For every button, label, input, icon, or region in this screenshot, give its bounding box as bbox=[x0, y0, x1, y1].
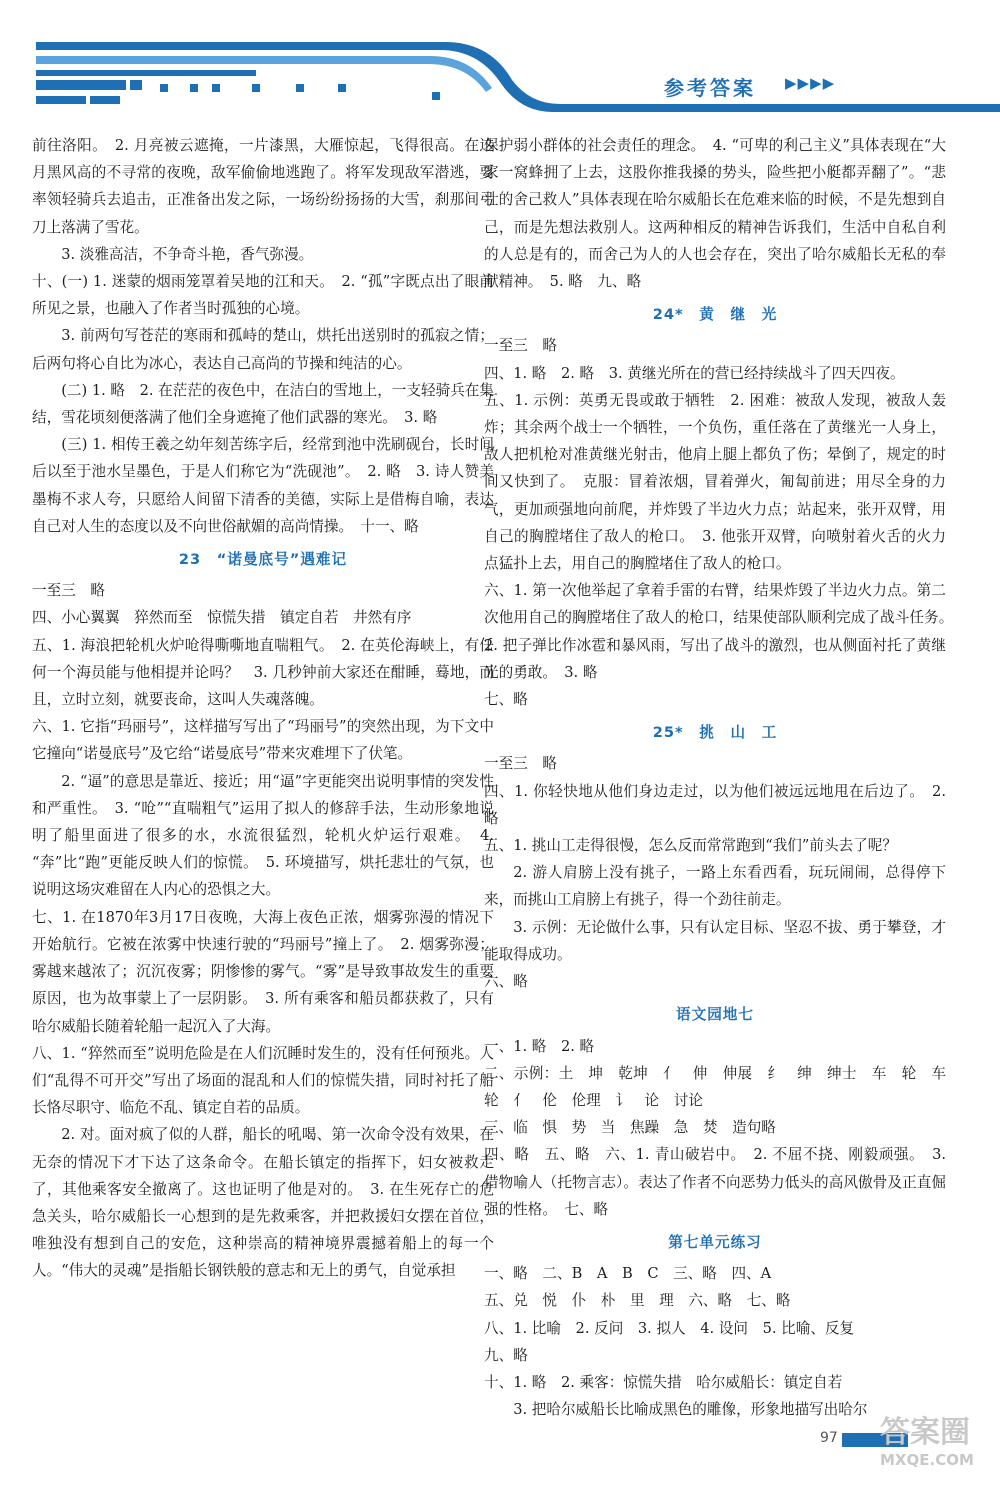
watermark-logo bbox=[880, 1415, 990, 1485]
answer-paragraph: 五、1. 挑山工走得很慢，怎么反而常常跑到“我们”前头去了呢？ bbox=[484, 837, 897, 855]
answer-paragraph: 二、示例：土 坤 乾坤 亻 伸 伸展 纟 绅 绅士 车 轮 车轮 亻 伦 伦理 讠 论 讨论 bbox=[484, 1064, 946, 1109]
answer-paragraph: 3. 淡雅高洁，不争奇斗艳，香气弥漫。 bbox=[61, 245, 314, 263]
answer-paragraph: 十、(一) 1. 迷蒙的烟雨笼罩着吴地的江和天。 2. “孤”字既点出了眼前所见之景，也融入了作者当时孤独的心境。 bbox=[32, 273, 494, 318]
section-heading: 24* 黄 继 光 bbox=[652, 306, 778, 324]
answer-paragraph: 一、1. 略 2. 略 bbox=[484, 1037, 595, 1055]
answer-paragraph: 一至三 略 bbox=[484, 755, 557, 773]
answer-paragraph: 六、1. 它指“玛丽号”，这样描写写出了“玛丽号”的突然出现，为下文中它撞向“诺曼底号”及它给“诺曼底号”带来灾难埋下了伏笔。 bbox=[32, 718, 494, 763]
answer-paragraph: 八、1. “猝然而至”说明危险是在人们沉睡时发生的，没有任何预兆。人们“乱得不可开交”写出了场面的混乱和人们的惊慌失措，同时衬托了船长恪尽职守、临危不乱、镇定自若的品质。 bbox=[32, 1044, 494, 1117]
left-answer-column bbox=[32, 132, 494, 1285]
answer-paragraph: (三) 1. 相传王羲之幼年刻苦练字后，经常到池中洗刷砚台，长时间后以至于池水呈墨色，于是人们称它为“洗砚池”。 2. 略 3. 诗人赞美墨梅不求人夸，只愿给人间留下清香的美德，实际上是借梅自喻，表达自己对人生的态度以及不向世俗献媚的高尚情操。 十一、略 bbox=[32, 436, 494, 535]
answer-paragraph: 三、临 惧 势 当 焦躁 急 焚 造句略 bbox=[484, 1119, 776, 1137]
section-heading: 语文园地七 bbox=[676, 1006, 754, 1024]
answer-paragraph: 3. 把哈尔威船长比喻成黑色的雕像，形象地描写出哈尔 bbox=[513, 1401, 868, 1419]
page-number: 97 bbox=[820, 1430, 838, 1446]
answer-paragraph: 七、略 bbox=[484, 691, 528, 709]
answer-paragraph: 前往洛阳。 2. 月亮被云遮掩，一片漆黑，大雁惊起，飞得很高。在这月黑风高的不寻常的夜晚，敌军偷偷地逃跑了。将军发现敌军潜逃，要率领轻骑兵去追击，正准备出发之际，一场纷纷扬扬的大雪，刹那间弓刀上落满了雪花。 bbox=[32, 137, 494, 236]
answer-paragraph: 四、1. 你轻快地从他们身边走过，以为他们被远远地甩在后边了。 2. 略 bbox=[484, 782, 946, 827]
answer-paragraph: 六、1. 第一次他举起了拿着手雷的右臂，结果炸毁了半边火力点。第二次他用自己的胸膛堵住了敌人的枪口，结果使部队顺利完成了战斗任务。 2. 把子弹比作冰雹和暴风雨，写出了战斗的激烈，也从侧面衬托了黄继光的勇敢。 3. 略 bbox=[484, 582, 961, 681]
answer-paragraph: 2. 游人肩膀上没有挑子，一路上东看西看，玩玩闹闹，总得停下来，而挑山工肩膀上有挑子，得一个劲往前走。 bbox=[484, 864, 946, 909]
answer-paragraph: 一至三 略 bbox=[32, 582, 105, 600]
watermark-title: 答案圈 bbox=[880, 1415, 970, 1450]
section-heading: 25* 挑 山 工 bbox=[652, 724, 778, 742]
answer-paragraph: 3. 示例：无论做什么事，只有认定目标、坚忍不拔、勇于攀登，才能取得成功。 bbox=[484, 918, 946, 963]
answer-paragraph: 四、略 五、略 六、1. 青山破岩中。 2. 不屈不挠、刚毅顽强。 3. 借物喻人（托物言志）。表达了作者不向恶势力低头的高风傲骨及正直倔强的性格。 七、略 bbox=[484, 1146, 946, 1218]
answer-paragraph: 七、1. 在1870年3月17日夜晚，大海上夜色正浓，烟雾弥漫的情况下开始航行。它被在浓雾中快速行驶的“玛丽号”撞上了。 2. 烟雾弥漫；雾越来越浓了；沉沉夜雾；阴惨惨的雾气。“雾”是导致事故发生的重要原因，也为故事蒙上了一层阴影。 3. 所有乘客和船员都获救了，只有哈尔威船长随着轮船一起沉入了大海。 bbox=[32, 908, 494, 1035]
header-title: 参考答案 bbox=[664, 76, 756, 100]
section-heading: 23 “诺曼底号”遇难记 bbox=[178, 551, 348, 569]
page-header bbox=[0, 0, 1000, 120]
answer-paragraph: 五、1. 海浪把轮机火炉呛得嘶嘶地直喘粗气。 2. 在英伦海峡上，有任何一个海员能与他相提并论吗？ 3. 几秒钟前大家还在酣睡，蓦地，而且，立时立刻，就要丧命，这叫人失魂落魄。 bbox=[32, 636, 494, 709]
answer-paragraph: 2. “逼”的意思是靠近、接近；用“逼”字更能突出说明事情的突发性和严重性。 3. “呛”“直喘粗气”运用了拟人的修辞手法，生动形象地说明了船里面进了很多的水，水流很猛烈，轮机火炉运行艰难。 4. “奔”比“跑”更能反映人们的惊慌。 5. 环境描写，烘托悲壮的气氛，也说明这场灾难留在人内心的恐惧之大。 bbox=[32, 772, 494, 899]
watermark-url: MXQE.COM bbox=[880, 1451, 974, 1469]
answer-paragraph: 四、1. 略 2. 略 3. 黄继光所在的营已经持续战斗了四天四夜。 bbox=[484, 364, 905, 382]
answer-paragraph: 五、兑 悦 仆 朴 里 理 六、略 七、略 bbox=[484, 1292, 791, 1310]
answer-paragraph: 一、略 二、B A B C 三、略 四、A bbox=[484, 1265, 772, 1283]
right-answer-column bbox=[484, 132, 961, 1423]
header-banner-graphic bbox=[0, 0, 1000, 120]
answer-paragraph: 一至三 略 bbox=[484, 337, 557, 355]
answer-paragraph: 六、略 bbox=[484, 973, 528, 991]
answer-paragraph: 四、小心翼翼 猝然而至 惊慌失措 镇定自若 井然有序 bbox=[32, 609, 412, 627]
answer-paragraph: 保护弱小群体的社会责任的理念。 4. “可卑的利己主义”具体表现在“大家一窝蜂拥了上去，这股你推我搡的势头，险些把小艇都弄翻了”。“悲壮的舍己救人”具体表现在哈尔威船长在危难来临的时候，不是先想到自己，而是先想法救别人。这两种相反的精神告诉我们，生活中自私自利的人总是有的，而舍己为人的人也会存在，突出了哈尔威船长无私的奉献精神。 5. 略 九、略 bbox=[484, 137, 946, 291]
answer-paragraph: 2. 对。面对疯了似的人群，船长的吼喝、第一次命令没有效果，在无奈的情况下才下达了这条命令。在船长镇定的指挥下，妇女被救走了，其他乘客安全撤离了。这也证明了他是对的。 3. 在生死存亡的危急关头，哈尔威船长一心想到的是先救乘客，并把救援妇女摆在首位，唯独没有想到自己的安危，这种崇高的精神境界震撼着船上的每一个人。“伟大的灵魂”是指船长钢铁般的意志和无上的勇气，自觉承担 bbox=[32, 1126, 494, 1280]
answer-paragraph: 十、1. 略 2. 乘客：惊慌失措 哈尔威船长：镇定自若 bbox=[484, 1373, 843, 1391]
answer-paragraph: 五、1. 示例：英勇无畏或敢于牺牲 2. 困难：被敌人发现，被敌人轰炸；其余两个战士一个牺牲，一个负伤，重任落在了黄继光一人身上，敌人把机枪对准黄继光射击，他肩上腿上都负了伤；晕倒了，规定的时间又快到了。 克服：冒着浓烟，冒着弹火，匍匐前进；用尽全身的力气，更加顽强地向前爬，并炸毁了半边火力点；站起来，张开双臂，用自己的胸膛堵住了敌人的枪口。 3. 他张开双臂，向喷射着火舌的火力点猛扑上去，用自己的胸膛堵住了敌人的枪口。 bbox=[484, 391, 946, 573]
header-arrows-icon: ▶▶▶▶ bbox=[785, 74, 836, 92]
answer-paragraph: (二) 1. 略 2. 在茫茫的夜色中，在洁白的雪地上，一支轻骑兵在集结，雪花顷刻便落满了他们全身遮掩了他们武器的寒光。 3. 略 bbox=[32, 381, 494, 427]
section-heading: 第七单元练习 bbox=[668, 1233, 762, 1251]
answer-paragraph: 九、略 bbox=[484, 1346, 528, 1364]
answer-paragraph: 八、1. 比喻 2. 反问 3. 拟人 4. 设问 5. 比喻、反复 bbox=[484, 1319, 855, 1337]
answer-paragraph: 3. 前两句写苍茫的寒雨和孤峙的楚山，烘托出送别时的孤寂之情；后两句将心自比为冰心，表达自己高尚的节操和纯洁的心。 bbox=[32, 327, 494, 372]
